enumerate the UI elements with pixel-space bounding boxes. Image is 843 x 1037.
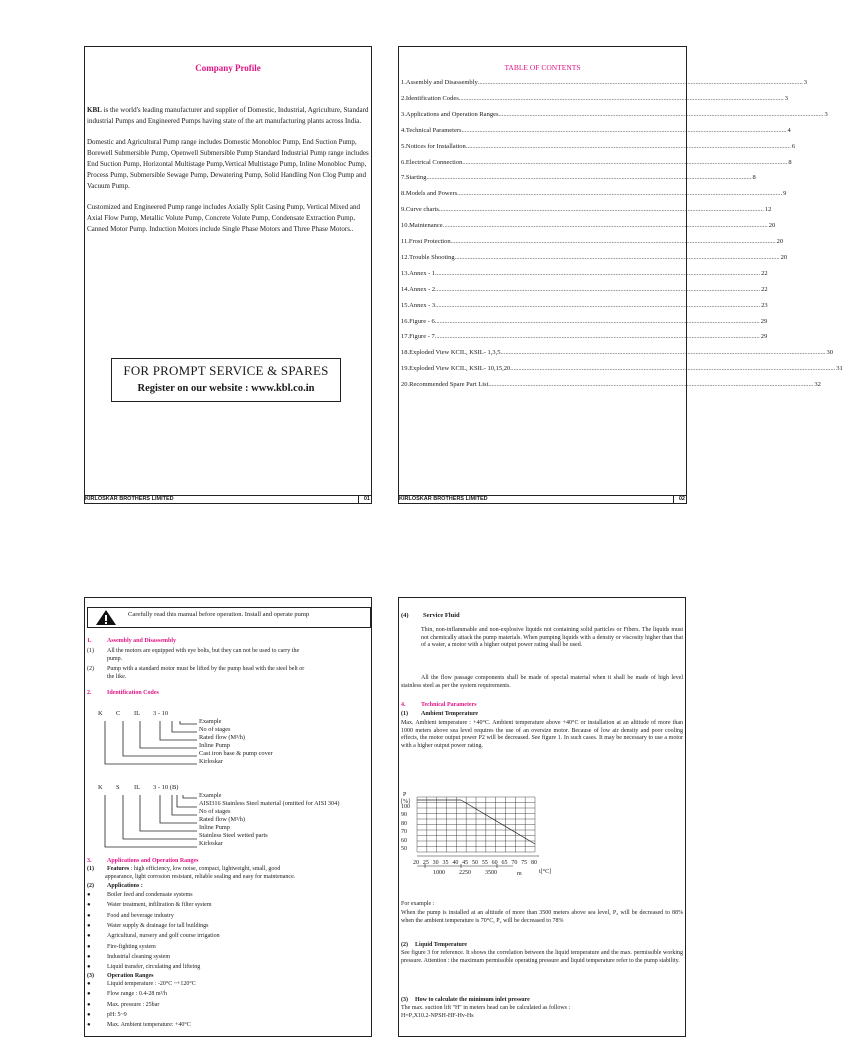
code-label: Rated flow (M³/h) bbox=[199, 816, 245, 823]
chart-x-tick: 40 bbox=[452, 860, 459, 866]
toc-leader: ........................................................................................................................................................................................................ bbox=[510, 365, 836, 373]
chart-altitude-tick-label: 3500 bbox=[485, 870, 497, 876]
ranges-number: (3) bbox=[87, 973, 94, 979]
min-inlet-title: How to calculate the minimum inlet pressure bbox=[415, 997, 530, 1003]
service-fluid-number: (4) bbox=[401, 612, 409, 619]
toc-number: 20. bbox=[401, 381, 410, 389]
features-line-2: appearance, light corrosion resistant, reliable sealing and easy for maintenance. bbox=[105, 873, 296, 880]
toc-title: Trouble Shooting bbox=[409, 253, 455, 261]
code-label: No of stages bbox=[199, 808, 231, 815]
code-letter: 3 - 10 bbox=[153, 710, 169, 717]
toc-page: 32 bbox=[814, 381, 821, 389]
applications-label: Applications : bbox=[107, 883, 143, 889]
list-item bbox=[87, 953, 170, 962]
toc-leader: ........................................................................................................................................................................................................ bbox=[500, 349, 826, 357]
toc-row bbox=[401, 140, 796, 153]
section-1-title: Assembly and Disassembly bbox=[107, 638, 177, 644]
features-line-1 bbox=[107, 866, 369, 874]
page-footer bbox=[399, 495, 686, 502]
chart-x-tick: 65 bbox=[501, 860, 508, 866]
toc-row bbox=[401, 299, 768, 312]
assembly-item-line-2: pump. bbox=[107, 655, 123, 662]
toc-row bbox=[401, 346, 834, 359]
example-title: For example : bbox=[401, 901, 435, 907]
bullet-icon: ● bbox=[87, 1011, 91, 1018]
list-item-text: Water treatment, infiltration & filter system bbox=[107, 902, 212, 909]
code-letter: IL bbox=[134, 710, 141, 717]
toc-page: 3 bbox=[824, 110, 828, 118]
toc-leader: ........................................................................................................................................................................................................ bbox=[458, 94, 784, 102]
toc-row bbox=[401, 315, 768, 328]
section-2-heading bbox=[87, 690, 159, 698]
code-label: No of stages bbox=[199, 726, 231, 733]
toc-number: 10. bbox=[401, 222, 410, 230]
toc-number: 6. bbox=[401, 158, 406, 166]
toc-title: Starting bbox=[405, 174, 427, 182]
chart-x-tick: 55 bbox=[481, 860, 488, 866]
chart-x-label: t[°C] bbox=[539, 869, 552, 875]
toc-leader: ........................................................................................................................................................................................................ bbox=[434, 317, 760, 325]
toc-leader: ........................................................................................................................................................................................................ bbox=[477, 79, 803, 86]
chart-altitude-tick-label: 1000 bbox=[433, 870, 445, 876]
toc-row bbox=[401, 108, 828, 121]
table-of-contents-page bbox=[398, 46, 843, 504]
bullet-icon: ● bbox=[87, 912, 91, 919]
toc-row bbox=[401, 219, 776, 232]
bullet-icon: ● bbox=[87, 953, 91, 960]
list-item-text: Liquid transfer, circulating and lifteing bbox=[107, 964, 201, 971]
toc-title: TABLE OF CONTENTS bbox=[504, 63, 581, 72]
section-3-heading bbox=[87, 858, 199, 866]
toc-number: 7. bbox=[401, 174, 406, 182]
code-label: Kirloskar bbox=[199, 758, 223, 765]
code-label: Example bbox=[199, 792, 222, 799]
toc-title: Frost Protection bbox=[408, 238, 451, 245]
toc-title: Maintenance bbox=[409, 222, 443, 230]
assembly-item bbox=[87, 666, 369, 681]
toc-leader: ........................................................................................................................................................................................................ bbox=[426, 174, 752, 182]
footer-divider bbox=[358, 496, 359, 503]
bullet-icon: ● bbox=[87, 1001, 91, 1008]
kbl-strong: KBL bbox=[87, 106, 102, 114]
toc-number: 9. bbox=[401, 206, 406, 214]
assembly-item-line-1: Pump with a standard motor must be lifted by the pump head with the steel belt or bbox=[107, 666, 305, 672]
company-profile-title: Company Profile bbox=[195, 63, 261, 73]
toc-title: Recommended Spare Part List bbox=[409, 381, 489, 389]
toc-leader: ........................................................................................................................................................................................................ bbox=[461, 126, 787, 134]
toc-row bbox=[401, 378, 821, 391]
toc-title: Models and Powers bbox=[405, 190, 458, 198]
code-letter: K bbox=[98, 784, 103, 791]
toc-leader: ........................................................................................................................................................................................................ bbox=[434, 333, 760, 341]
ranges-label: Operation Ranges bbox=[107, 973, 154, 979]
section-4-title: Technical Parameters bbox=[421, 702, 477, 708]
toc-number: 16. bbox=[401, 317, 410, 325]
footer-company: KIRLOSKAR BROTHERS LIMITED bbox=[85, 496, 174, 502]
toc-leader: ........................................................................................................................................................................................................ bbox=[454, 253, 780, 261]
chart-y-tick: 50 bbox=[401, 846, 407, 852]
list-item bbox=[87, 981, 196, 989]
toc-page: 29 bbox=[760, 333, 768, 341]
toc-number: 12. bbox=[401, 253, 410, 261]
toc-page: 29 bbox=[760, 317, 768, 325]
applications-number: (2) bbox=[87, 883, 94, 889]
toc-page: 30 bbox=[826, 349, 834, 357]
list-item bbox=[87, 1001, 160, 1010]
ambient-heading bbox=[401, 711, 479, 719]
profile-paragraph-1-text: is the world's leading manufacturer and supplier of Domestic, Industrial, Agriculture, Standard industrial Pumps and Engineered Pumps having state of the art manufacturing plants across India. bbox=[87, 106, 369, 125]
toc-number: 17. bbox=[401, 333, 410, 341]
toc-row bbox=[401, 156, 792, 169]
toc-number: 8. bbox=[401, 190, 406, 198]
liquid-temp-number: (2) bbox=[401, 942, 408, 948]
section-3-title: Applications and Operation Ranges bbox=[107, 858, 199, 864]
list-item-text: Liquid temperature : -20°C ~+120°C bbox=[107, 981, 196, 987]
toc-title: Identification Codes bbox=[405, 94, 459, 102]
chart-y-tick: 70 bbox=[401, 829, 407, 836]
list-item-text: pH: 5~9 bbox=[107, 1011, 127, 1018]
min-inlet-number: (3) bbox=[401, 997, 408, 1003]
profile-paragraph-1 bbox=[87, 105, 369, 127]
toc-leader: ........................................................................................................................................................................................................ bbox=[442, 222, 768, 230]
toc-page: 20 bbox=[776, 238, 784, 245]
list-item bbox=[87, 902, 212, 910]
toc-row bbox=[401, 283, 768, 296]
toc-title: Technical Parameters bbox=[405, 126, 462, 134]
warning-box bbox=[87, 607, 371, 628]
code-label: Cast iron base & pump cover bbox=[199, 750, 273, 757]
code-letter: C bbox=[116, 710, 121, 717]
chart-x-tick: 30 bbox=[432, 860, 439, 866]
toc-page: 20 bbox=[768, 222, 776, 230]
chart-x-tick: 70 bbox=[511, 860, 518, 866]
min-inlet-text: The max. suction lift "H" in meters head can be calculated as follows : bbox=[401, 1005, 571, 1011]
assembly-item-number: (2) bbox=[87, 666, 94, 672]
toc-number: 4. bbox=[401, 126, 406, 134]
toc-page: 6 bbox=[791, 142, 796, 150]
list-item-text: Industrial cleaning system bbox=[107, 953, 170, 960]
code-diagram-kcil bbox=[85, 710, 373, 770]
toc-leader: ........................................................................................................................................................................................................ bbox=[462, 158, 788, 166]
section-4-heading bbox=[401, 702, 477, 710]
toc-row bbox=[401, 203, 772, 216]
toc-page: 31 bbox=[836, 365, 843, 373]
section-2-title: Identification Codes bbox=[107, 690, 159, 696]
page-footer bbox=[85, 495, 371, 502]
section-2-number: 2. bbox=[87, 690, 92, 696]
list-item bbox=[87, 912, 174, 921]
list-item bbox=[87, 964, 201, 972]
ambient-title: Ambient Temperature bbox=[421, 711, 479, 717]
list-item-text: Boiler feed and condensate systems bbox=[107, 892, 193, 898]
list-item bbox=[87, 991, 167, 999]
toc-page: 3 bbox=[803, 79, 807, 86]
service-fluid-paragraph-1: Thin, non-inflammable and non-explosive liquids not containing solid particles or Fibers. The liquids must not chemically attack the pump materials. When pumping liquids with a density or viscosity higher than that of a water, a motor with a higher output power rating shall be used. bbox=[421, 627, 683, 649]
toc-number: 18. bbox=[401, 349, 410, 357]
code-letter: 3 - 10 (B) bbox=[153, 784, 179, 791]
toc-title: Curve charts bbox=[405, 206, 439, 214]
toc-title: Assembly and Disassembly bbox=[405, 79, 478, 86]
toc-title: Annex - 1 bbox=[409, 269, 436, 277]
toc-number: 13. bbox=[401, 269, 410, 277]
assembly-item-line-2: the like. bbox=[107, 673, 127, 680]
assembly-item bbox=[87, 648, 369, 663]
service-fluid-heading bbox=[401, 612, 460, 620]
example-text: When the pump is installed at an altitude of more than 3500 meters above sea level, P₂ will be decreased to 88% when the ambient temperature is 70°C, P₂ will be decreased to 78% bbox=[401, 910, 683, 924]
list-item-text: Max. pressure : 25bar bbox=[107, 1001, 160, 1008]
company-profile-page bbox=[84, 46, 372, 504]
bullet-icon: ● bbox=[87, 981, 91, 987]
assembly-page bbox=[84, 597, 372, 1037]
ranges-heading bbox=[87, 973, 154, 981]
toc-leader: ........................................................................................................................................................................................................ bbox=[435, 285, 761, 293]
toc-number: 19. bbox=[401, 365, 410, 373]
chart-x-tick: 75 bbox=[521, 860, 528, 866]
toc-number: 5. bbox=[401, 142, 406, 150]
list-item bbox=[87, 922, 209, 931]
features-text-1: : high efficiency, low noise, compact, lightweight, small, good bbox=[129, 866, 281, 872]
toc-title: Notices for Installation bbox=[405, 142, 466, 150]
toc-leader: ........................................................................................................................................................................................................ bbox=[488, 381, 814, 389]
bullet-icon: ● bbox=[87, 991, 91, 998]
features-label: Features bbox=[107, 866, 130, 872]
toc-page: 8 bbox=[788, 158, 792, 166]
toc-row bbox=[401, 187, 787, 200]
assembly-item-line-1: All the motors are equipped with eye bolts, but they can not be used to carry the bbox=[107, 648, 300, 654]
list-item-text: Fire-fighting system bbox=[107, 943, 156, 950]
technical-parameters-page bbox=[398, 597, 686, 1037]
bullet-icon: ● bbox=[87, 943, 91, 950]
toc-title: Applications and Operation Ranges bbox=[405, 110, 499, 118]
footer-divider bbox=[673, 496, 674, 503]
chart-derating-curve bbox=[461, 800, 535, 844]
toc-leader: ........................................................................................................................................................................................................ bbox=[435, 301, 761, 309]
chart-x-tick: 50 bbox=[472, 860, 478, 866]
bullet-icon: ● bbox=[87, 933, 91, 940]
list-item bbox=[87, 1022, 191, 1030]
toc-title: Annex - 2 bbox=[409, 285, 436, 293]
section-4-number: 4. bbox=[401, 702, 406, 708]
toc-number: 2. bbox=[401, 94, 406, 102]
toc-page: 3 bbox=[784, 94, 789, 102]
derating-chart bbox=[399, 791, 687, 891]
min-inlet-heading bbox=[401, 997, 530, 1005]
list-item bbox=[87, 933, 220, 941]
code-label: Stainless Steel wetted parts bbox=[199, 832, 268, 839]
toc-number: 11. bbox=[401, 238, 409, 245]
toc-leader: ........................................................................................................................................................................................................ bbox=[498, 110, 824, 118]
toc-title: Figure - 6 bbox=[409, 317, 435, 325]
code-letter: S bbox=[116, 784, 120, 791]
toc-number: 1. bbox=[401, 79, 406, 86]
toc-row bbox=[401, 76, 807, 89]
chart-x-tick: 25 bbox=[422, 860, 429, 866]
promo-box bbox=[111, 358, 341, 402]
liquid-temp-title: Liquid Temperature bbox=[415, 942, 468, 948]
toc-page: 20 bbox=[780, 253, 788, 261]
promo-line-2: Register on our website : www.kbl.co.in bbox=[137, 383, 315, 394]
toc-row bbox=[401, 124, 791, 137]
list-item-text: Food and beverage industry bbox=[107, 912, 174, 919]
chart-x-tick: 35 bbox=[442, 860, 449, 866]
toc-number: 14. bbox=[401, 285, 410, 293]
toc-title: Exploded View KCIL, KSIL- 10,15,20 bbox=[409, 365, 511, 373]
toc-page: 22 bbox=[761, 285, 768, 293]
chart-x-tick: 80 bbox=[531, 860, 537, 866]
service-fluid-paragraph-2: All the flow passage components shall be made of special material when it shall be made of high level stainless steel as per the system requirements. bbox=[401, 675, 683, 689]
chart-altitude-tick-label: 2250 bbox=[459, 870, 471, 876]
toc-title: Annex - 3 bbox=[409, 301, 436, 309]
chart-x-tick: 60 bbox=[491, 860, 498, 866]
chart-altitude-unit: m bbox=[517, 871, 522, 877]
footer-page-number: 01 bbox=[363, 496, 370, 502]
features-block bbox=[87, 866, 369, 881]
list-item-text: Water supply & drainage for tall buildings bbox=[107, 922, 209, 929]
toc-row bbox=[401, 171, 756, 184]
toc-title: Electrical Connection bbox=[405, 158, 463, 166]
code-letter: K bbox=[98, 710, 103, 717]
section-3-number: 3. bbox=[87, 858, 92, 864]
applications-heading bbox=[87, 883, 143, 891]
toc-page: 9 bbox=[783, 190, 787, 198]
toc-leader: ........................................................................................................................................................................................................ bbox=[457, 190, 783, 198]
toc-page: 22 bbox=[761, 269, 768, 277]
footer-page-number: 02 bbox=[678, 496, 685, 502]
toc-row bbox=[401, 362, 843, 375]
toc-leader: ........................................................................................................................................................................................................ bbox=[438, 206, 764, 214]
chart-p-label: P bbox=[403, 792, 407, 798]
toc-page: 23 bbox=[761, 301, 768, 309]
bullet-icon: ● bbox=[87, 964, 91, 971]
profile-paragraph-2: Domestic and Agricultural Pump range includes Domestic Monobloc Pump, End Suction Pump, Borewell Submersible Pump, Openwell Submersible Pump Standard Industrial Pump range includes End Suction Pump, Horizontal Multistage Pump,Vertical Multistage Pump, Inline Monobloc Pump, Process Pump, Submersible Sewage Pump, Dewatering Pump, Solid Handling Non Clog Pump and Vacuum Pump. bbox=[87, 138, 369, 190]
ambient-number: (1) bbox=[401, 711, 408, 717]
chart-y-tick: 90 bbox=[401, 812, 407, 819]
code-diagram-ksil bbox=[85, 784, 373, 854]
bullet-icon: ● bbox=[87, 892, 91, 898]
chart-y-tick: 100 bbox=[401, 804, 410, 810]
warning-icon bbox=[95, 609, 117, 626]
list-item bbox=[87, 943, 156, 952]
code-label: Rated flow (M³/h) bbox=[199, 734, 245, 741]
chart-unit-label: [%] bbox=[401, 799, 410, 805]
service-fluid-title: Service Fluid bbox=[423, 612, 460, 619]
chart-x-tick: 20 bbox=[413, 860, 419, 866]
toc-row bbox=[401, 267, 768, 280]
code-label: Inline Pump bbox=[199, 824, 230, 831]
toc-page: 4 bbox=[787, 126, 791, 134]
code-label: Example bbox=[199, 718, 222, 725]
toc-title: Exploded View KCIL, KSIL- 1,3,5 bbox=[409, 349, 501, 357]
liquid-temp-heading bbox=[401, 942, 468, 950]
min-inlet-formula: H=PₐX10.2-NPSH-HF-Hv-Hs bbox=[401, 1013, 474, 1019]
toc-number: 3. bbox=[401, 110, 406, 118]
list-item bbox=[87, 892, 193, 900]
toc-row bbox=[401, 235, 784, 248]
chart-y-tick: 60 bbox=[401, 837, 407, 844]
code-label: Kirloskar bbox=[199, 840, 223, 847]
toc-leader: ........................................................................................................................................................................................................ bbox=[435, 269, 761, 277]
section-1-heading bbox=[87, 638, 177, 646]
toc-leader: ........................................................................................................................................................................................................ bbox=[450, 238, 776, 245]
profile-paragraph-3: Customized and Engineered Pump range includes Axially Split Casing Pump, Vertical Mixed and Axial Flow Pump, Metallic Volute Pump, Concrete Volute Pump, Condensate Extraction Pump, Canned Motor Pump. Induction Motors include Single Phase Motors and Three Phase Motors.. bbox=[87, 203, 361, 233]
code-label: Inline Pump bbox=[199, 742, 230, 749]
list-item bbox=[87, 1011, 127, 1020]
toc-row bbox=[401, 330, 768, 343]
list-item-text: Max. Ambient temperature: +40°C bbox=[107, 1022, 191, 1029]
chart-y-tick: 80 bbox=[401, 820, 407, 827]
toc-row bbox=[401, 251, 788, 264]
bullet-icon: ● bbox=[87, 1022, 91, 1029]
toc-page: 8 bbox=[752, 174, 756, 182]
toc-title: Figure - 7 bbox=[409, 333, 435, 341]
warning-text: Carefully read this manual before operation. Install and operate pump bbox=[128, 611, 310, 618]
promo-line-1: FOR PROMPT SERVICE & SPARES bbox=[123, 363, 329, 378]
liquid-temp-text: See figure 3 for reference. It shows the correlation between the liquid temperature and the max. permissible working pressure. Attention : the maximum permissible operating pressure and liquid temperature refer to the pump stability. bbox=[401, 950, 683, 964]
section-1-number: 1. bbox=[87, 638, 92, 644]
ambient-text: Max. Ambient temperature : +40°C. Ambient temperature above +40°C or installation at an altitude of more than 1000 meters above sea level requires the use of an oversize motor. Because of low air density and poor cooling effects, the motor output power P2 will be decreased. See figure 1. In such cases. It may be necessary to use a motor with a higher output power rating. bbox=[401, 720, 683, 749]
bullet-icon: ● bbox=[87, 902, 91, 909]
features-number: (1) bbox=[87, 866, 94, 872]
code-letter: IL bbox=[134, 784, 141, 791]
chart-x-tick: 45 bbox=[462, 860, 469, 866]
footer-company: KIRLOSKAR BROTHERS LIMITED bbox=[399, 496, 488, 502]
toc-row bbox=[401, 92, 789, 105]
toc-number: 15. bbox=[401, 301, 410, 309]
bullet-icon: ● bbox=[87, 922, 91, 929]
list-item-text: Agricultural, nursery and golf course irrigation bbox=[107, 933, 220, 940]
list-item-text: Flow range : 0.4-28 m³/h bbox=[107, 991, 167, 998]
toc-page: 12 bbox=[764, 206, 772, 214]
code-label: AISI316 Stainless Steel material (omitted for AISI 304) bbox=[199, 800, 340, 807]
assembly-item-number: (1) bbox=[87, 648, 94, 654]
toc-leader: ........................................................................................................................................................................................................ bbox=[465, 142, 791, 150]
